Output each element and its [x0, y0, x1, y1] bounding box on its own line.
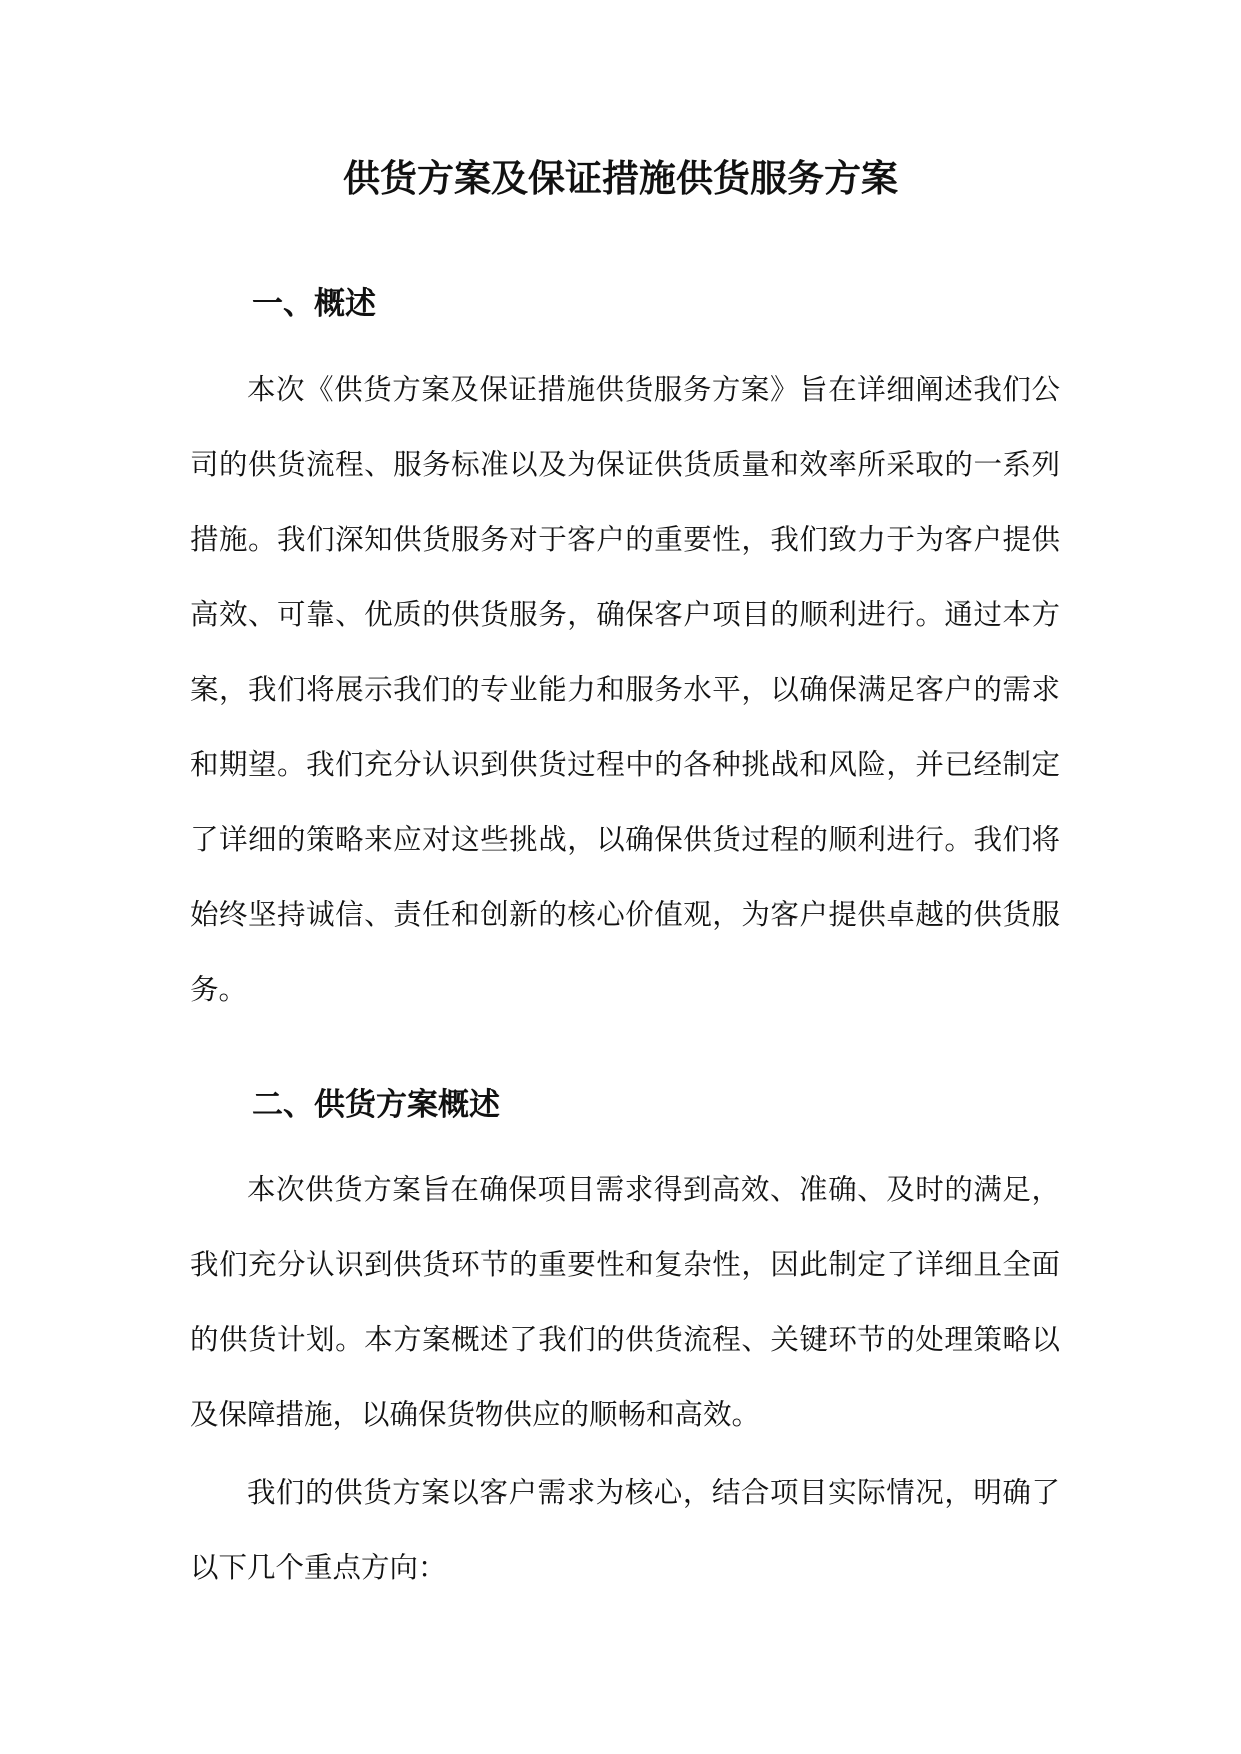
overview-paragraph — [190, 352, 1060, 1027]
paragraph-line: 及保障措施，以确保货物供应的顺畅和高效。 — [190, 1398, 761, 1431]
supply-plan-paragraph-1 — [190, 1152, 1060, 1452]
paragraph-line: 措施。我们深知供货服务对于客户的重要性，我们致力于为客户提供 — [190, 523, 1060, 556]
paragraph-line: 和期望。我们充分认识到供货过程中的各种挑战和风险，并已经制定 — [190, 748, 1060, 781]
paragraph-line: 务。 — [190, 973, 248, 1006]
paragraph-line: 本次供货方案旨在确保项目需求得到高效、准确、及时的满足， — [247, 1173, 1060, 1206]
paragraph-line: 我们的供货方案以客户需求为核心，结合项目实际情况，明确了 — [247, 1476, 1060, 1509]
paragraph-line: 我们充分认识到供货环节的重要性和复杂性，因此制定了详细且全面 — [190, 1248, 1060, 1281]
section-heading-supply-plan-overview: 二、供货方案概述 — [252, 1087, 500, 1123]
paragraph-line: 的供货计划。本方案概述了我们的供货流程、关键环节的处理策略以 — [190, 1323, 1060, 1356]
supply-plan-paragraph-2 — [190, 1455, 1060, 1605]
document-title: 供货方案及保证措施供货服务方案 — [343, 156, 898, 200]
section-heading-overview: 一、概述 — [252, 286, 376, 322]
paragraph-line: 以下几个重点方向： — [190, 1551, 447, 1584]
paragraph-line: 案，我们将展示我们的专业能力和服务水平，以确保满足客户的需求 — [190, 673, 1060, 706]
paragraph-line: 始终坚持诚信、责任和创新的核心价值观，为客户提供卓越的供货服 — [190, 898, 1060, 931]
paragraph-line: 司的供货流程、服务标准以及为保证供货质量和效率所采取的一系列 — [190, 448, 1060, 481]
paragraph-line: 高效、可靠、优质的供货服务，确保客户项目的顺利进行。通过本方 — [190, 598, 1060, 631]
paragraph-line: 本次《供货方案及保证措施供货服务方案》旨在详细阐述我们公 — [247, 373, 1060, 406]
paragraph-line: 了详细的策略来应对这些挑战，以确保供货过程的顺利进行。我们将 — [190, 823, 1060, 856]
